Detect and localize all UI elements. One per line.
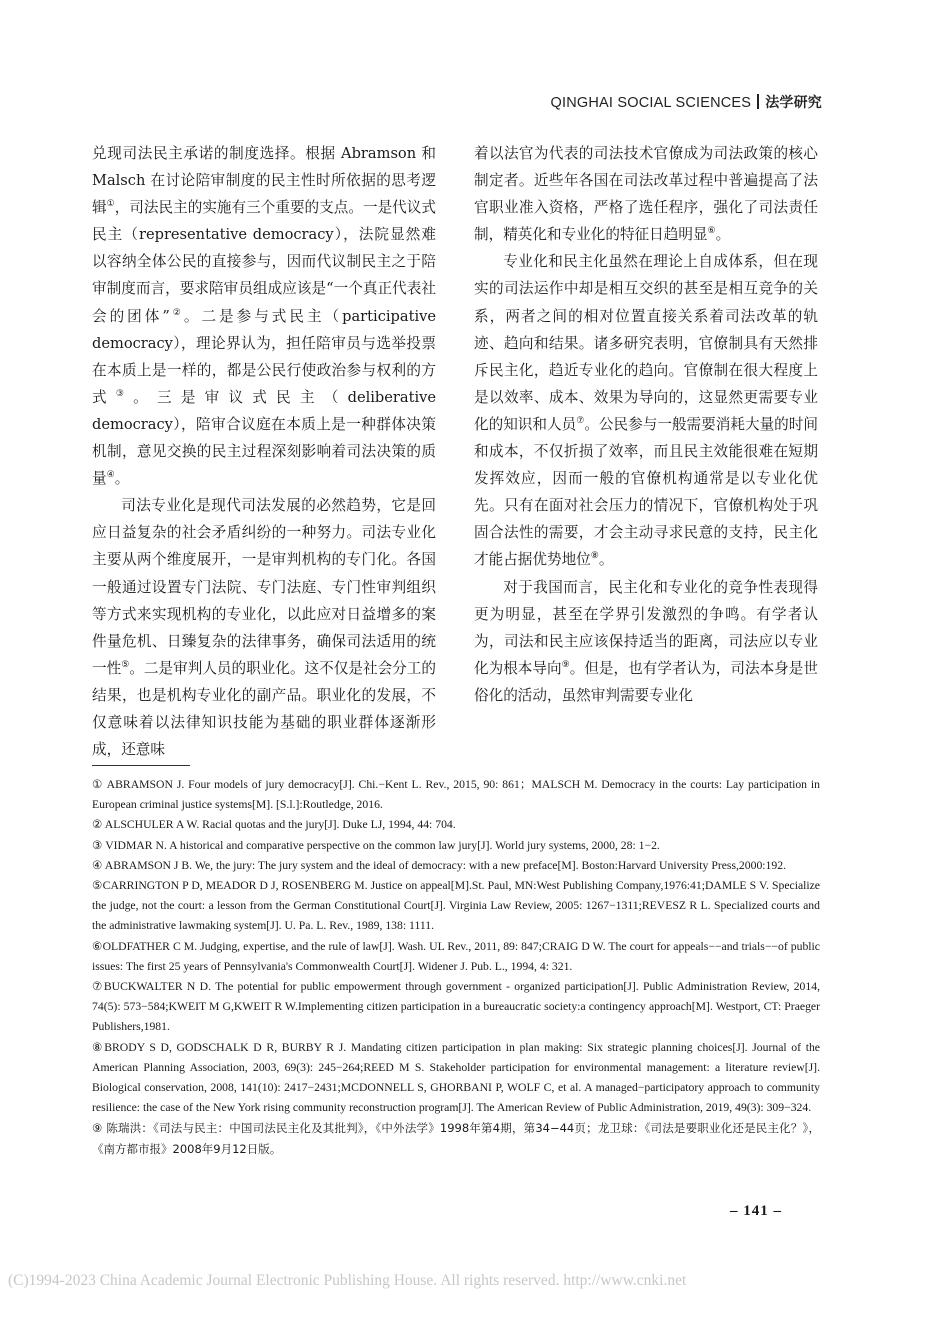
footnote-ref-1[interactable]: ① bbox=[106, 199, 115, 210]
paragraph bbox=[92, 492, 436, 763]
footnote-7: ⑦BUCKWALTER N D. The potential for public empowerment through government - organized participation[J]. Public Administration Review, 2014, 74(5): 573−584;KWEIT M G,KWEIT R W.Implementing citizen participation in a bureaucratic society:a contingency approach[M]. Westport, CT: Praeger Publishers,1981. bbox=[92, 980, 820, 1034]
right-column bbox=[474, 140, 818, 709]
footnote-ref-6[interactable]: ⑥ bbox=[707, 226, 716, 237]
footnote-ref-8[interactable]: ⑧ bbox=[590, 551, 599, 562]
section-name: 法学研究 bbox=[765, 95, 822, 111]
text-run: ，司法民主的实施有三个重要的支点。一是代议式民主（representative democracy），法院显然难以容纳全体公民的直接参与，因而代议制民主之于陪审制度而言，要求陪审员组成应该是“一个真正代表社会的团体” bbox=[92, 199, 436, 325]
text-run: 专业化和民主化虽然在理论上自成体系，但在现实的司法运作中却是相互交织的甚至是相互竞争的关系，两者之间的相对位置直接关系着司法改革的轨迹、趋向和结果。诸多研究表明，官僚制具有天然排斥民主化，趋近专业化的趋向。官僚制在很大程度上是以效率、成本、效果为导向的，这显然更需要专业化的知识和人员 bbox=[474, 253, 818, 433]
paragraph bbox=[92, 140, 436, 492]
text-run: 。二是审判人员的职业化。这不仅是社会分工的结果，也是机构专业化的副产品。职业化的发展，不仅意味着以法律知识技能为基础的职业群体逐渐形成，还意味 bbox=[92, 659, 436, 759]
footnote-ref-4[interactable]: ④ bbox=[106, 470, 115, 481]
footnote-ref-7[interactable]: ⑦ bbox=[576, 415, 585, 426]
header-divider bbox=[757, 94, 759, 109]
footnote-6: ⑥OLDFATHER C M. Judging, expertise, and the rule of law[J]. Wash. UL Rev., 2011, 89: 847;CRAIG D W. The court for appeals−−and trials−−of public issues: The first 25 years of Pennsylvania's Commonwealth Court[J]. Widener J. Pub. L., 1994, 4: 321. bbox=[92, 939, 820, 973]
text-run: 。三是审议式民主（deliberative democracy），陪审合议庭在本质上是一种群体决策机制，意见交换的民主过程深刻影响着司法决策的质量 bbox=[92, 388, 436, 488]
text-run: 。 bbox=[598, 551, 614, 569]
text-run: 。 bbox=[114, 470, 130, 488]
running-header bbox=[551, 92, 822, 112]
journal-name: QINGHAI SOCIAL SCIENCES bbox=[550, 95, 752, 111]
footnote-ref-5[interactable]: ⑤ bbox=[121, 659, 130, 670]
footnote-ref-9[interactable]: ⑨ bbox=[561, 659, 570, 670]
text-run: 。二是参与式民主（participative democracy），理论界认为，担任陪审员与选举投票在本质上是一样的，都是公民行使政治参与权利的方式 bbox=[92, 307, 436, 406]
footnote-4: ④ ABRAMSON J B. We, the jury: The jury system and the ideal of democracy: with a new preface[M]. Boston:Harvard University Press,2000:192. bbox=[92, 858, 786, 872]
text-run: 。 bbox=[715, 226, 731, 244]
text-run: 对于我国而言，民主化和专业化的竞争性表现得更为明显，甚至在学界引发激烈的争鸣。有学者认为，司法和民主应该保持适当的距离，司法应以专业化为根本导向 bbox=[474, 578, 818, 677]
text-run: 司法专业化是现代司法发展的必然趋势，它是回应日益复杂的社会矛盾纠纷的一种努力。司法专业化主要从两个维度展开，一是审判机构的专门化。各国一般通过设置专门法院、专门法庭、专门性审判组织等方式来实现机构的专业化，以此应对日益增多的案件量危机、日臻复杂的法律事务，确保司法适用的统一性 bbox=[92, 497, 436, 677]
footnote-3: ③ VIDMAR N. A historical and comparative perspective on the common law jury[J]. World jury systems, 2000, 28: 1−2. bbox=[92, 838, 660, 852]
left-column bbox=[92, 140, 436, 763]
footnote-1: ① ABRAMSON J. Four models of jury democracy[J]. Chi.−Kent L. Rev., 2015, 90: 861；MALSCH M. Democracy in the courts: Lay participation in European criminal justice systems[M]. [S.l.]:Routledge, 2016. bbox=[92, 778, 820, 812]
footnote-8: ⑧BRODY S D, GODSCHALK D R, BURBY R J. Mandating citizen participation in plan making: Six strategic planning choices[J]. Journal of the American Planning Association, 2003, 69(3): 245−264;REED M S. Stakeholder participation for environmental management: a literature review[J]. Biological conservation, 2008, 141(10): 2417−2431;MCDONNELL S, GHORBANI P, WOLF C, et al. A managed−participatory approach to community resilience: the case of the New York rising community reconstruction program[J]. The American Review of Public Administration, 2019, 49(3): 309−324. bbox=[92, 1040, 820, 1115]
footnote-ref-3[interactable]: ③ bbox=[115, 388, 134, 399]
copyright-watermark: (C)1994-2023 China Academic Journal Electronic Publishing House. All rights reserved. http://www.cnki.net bbox=[8, 1272, 687, 1289]
paragraph bbox=[474, 140, 818, 248]
footnote-9: ⑨ 陈瑞洪：《司法与民主：中国司法民主化及其批判》，《中外法学》1998年第4期，第34−44页；龙卫球：《司法是要职业化还是民主化？》，《南方都市报》2008年9月12日版。 bbox=[92, 1121, 820, 1156]
paragraph bbox=[474, 248, 818, 573]
text-run: 兑现司法民主承诺的制度选择。根据 Abramson 和 Malsch 在讨论陪审制度的民主性时所依据的思考逻辑 bbox=[92, 145, 436, 217]
paragraph bbox=[474, 574, 818, 709]
footnote-divider bbox=[92, 765, 190, 766]
footnote-5: ⑤CARRINGTON P D, MEADOR D J, ROSENBERG M. Justice on appeal[M].St. Paul, MN:West Publishing Company,1976:41;DAMLE S V. Specialize the judge, not the court: a lesson from the German Constitutional Court[J]. Virginia Law Review, 2005: 1267−1311;REVESZ R L. Specialized courts and the administrative lawmaking system[J]. U. Pa. L. Rev., 1989, 138: 1111. bbox=[92, 879, 820, 933]
text-run: 。公民参与一般需要消耗大量的时间和成本，不仅折损了效率，而且民主效能很难在短期发挥效应，因而一般的官僚机构通常是以专业化优先。只有在面对社会压力的情况下，官僚机构处于巩固合法性的需要，才会主动寻求民意的支持，民主化才能占据优势地位 bbox=[474, 415, 818, 569]
footnotes bbox=[92, 775, 820, 1159]
footnote-2: ② ALSCHULER A W. Racial quotas and the jury[J]. Duke LJ, 1994, 44: 704. bbox=[92, 818, 456, 832]
text-run: 。但是，也有学者认为，司法本身是世俗化的活动，虽然审判需要专业化 bbox=[474, 659, 818, 704]
page-number: – 141 – bbox=[730, 1203, 782, 1219]
text-run: 着以法官为代表的司法技术官僚成为司法政策的核心制定者。近些年各国在司法改革过程中普遍提高了法官职业准入资格，严格了选任程序，强化了司法责任制，精英化和专业化的特征日趋明显 bbox=[474, 145, 818, 244]
footnote-ref-2[interactable]: ② bbox=[169, 307, 184, 318]
